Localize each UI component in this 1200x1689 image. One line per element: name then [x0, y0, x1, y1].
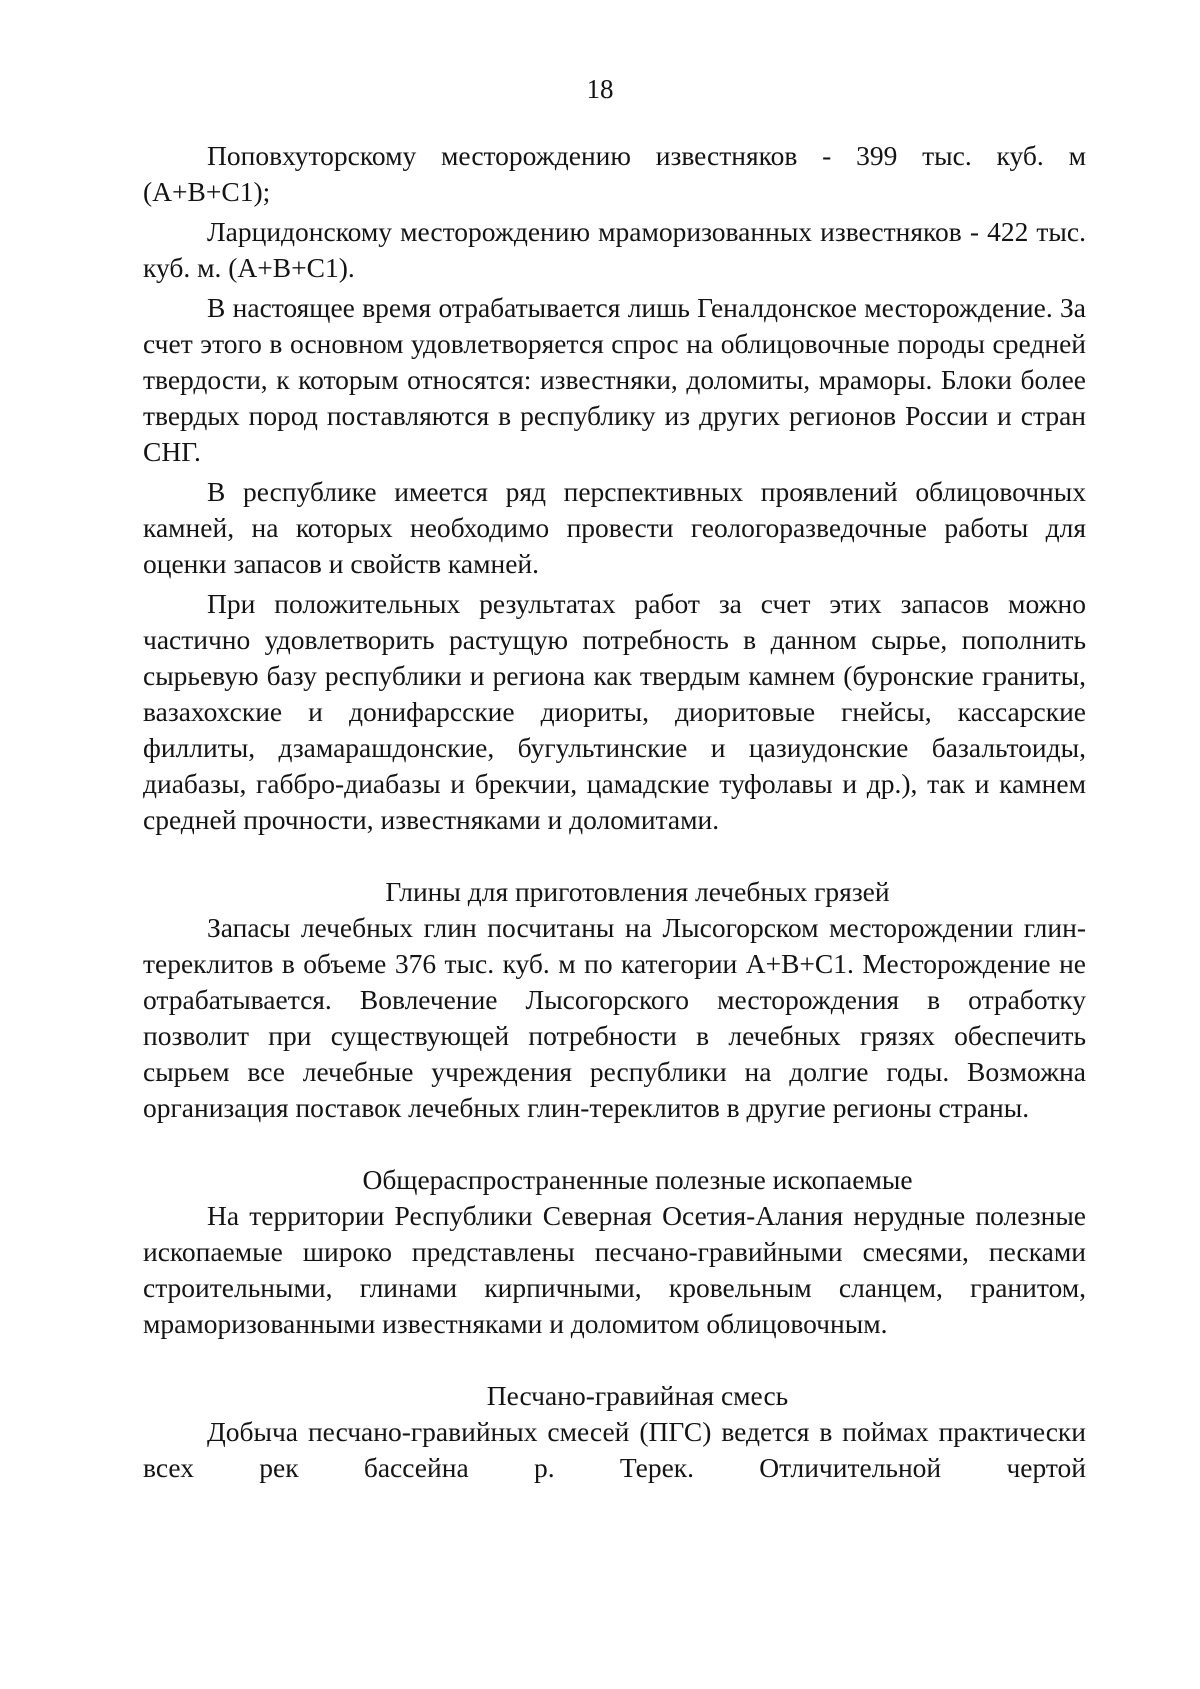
section-heading-common-minerals: Общераспространенные полезные ископаемые — [362, 1164, 913, 1195]
paragraph-sand-gravel: Добыча песчано-гравийных смесей (ПГС) ведется в поймах практически всех рек бассейна р. Терек. Отличительной чертой — [143, 1416, 1086, 1483]
document-body — [143, 138, 1086, 1486]
paragraph-medical-clays: Запасы лечебных глин посчитаны на Лысогорском месторождении глин-тереклитов в объеме 376 тыс. куб. м по категории А+В+С1. Месторождение не отрабатывается. Вовлечение Лысогорского месторождения в отработку позволит при существующей потребности в лечебных грязях обеспечить сырьем все лечебные учреждения республики на долгие годы. Возможна организация поставок лечебных глин-тереклитов в другие регионы страны. — [143, 912, 1086, 1123]
paragraph-common-minerals: На территории Республики Северная Осетия-Алания нерудные полезные ископаемые широко представлены песчано-гравийными смесями, песками строительными, глинами кирпичными, кровельным сланцем, гранитом, мраморизованными известняками и доломитом облицовочным. — [143, 1200, 1086, 1339]
section-heading-sand-gravel: Песчано-гравийная смесь — [486, 1380, 789, 1411]
section-heading-medical-clays: Глины для приготовления лечебных грязей — [385, 876, 890, 907]
page-number: 18 — [586, 74, 614, 104]
paragraph-popovkhutorskoe: Поповхуторскому месторождению известняков - 399 тыс. куб. м (А+В+С1); — [143, 140, 1086, 207]
paragraph-genaldonskoe: В настоящее время отрабатывается лишь Геналдонское месторождение. За счет этого в основном удовлетворяется спрос на облицовочные породы средней твердости, к которым относятся: известняки, доломиты, мраморы. Блоки более твердых пород поставляются в республику из других регионов России и стран СНГ. — [143, 292, 1086, 467]
paragraph-perspective-deposits: В республике имеется ряд перспективных проявлений облицовочных камней, на которых необходимо провести геологоразведочные работы для оценки запасов и свойств камней. — [143, 476, 1086, 579]
paragraph-lartsidonskoe: Ларцидонскому месторождению мраморизованных известняков - 422 тыс. куб. м. (А+В+С1). — [143, 216, 1086, 283]
paragraph-positive-results: При положительных результатах работ за счет этих запасов можно частично удовлетворить растущую потребность в данном сырье, пополнить сырьевую базу республики и региона как твердым камнем (буронские граниты, вазахохские и донифарсские диориты, диоритовые гнейсы, кассарские филлиты, дзамарашдонские, бугультинские и цазиудонские базальтоиды, диабазы, габбро-диабазы и брекчии, цамадские туфолавы и др.), так и камнем средней прочности, известняками и доломитами. — [143, 588, 1086, 835]
